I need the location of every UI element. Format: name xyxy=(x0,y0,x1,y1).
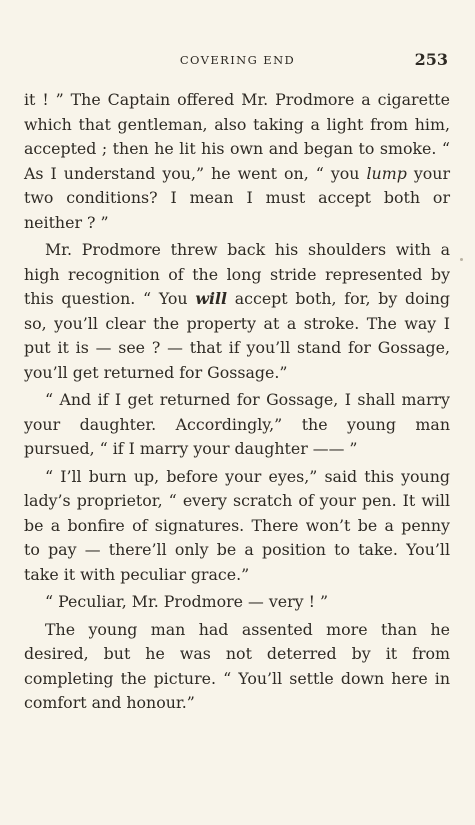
text-run: “ Peculiar, Mr. Prodmore — very ! ” xyxy=(45,592,329,611)
paragraph xyxy=(24,388,450,462)
italic-text-run: lump xyxy=(366,163,407,183)
text-run: The young man had assented more than he desired, but he was not deterred by it from completing the picture. “ You’ll settle down here in comfort and honour.” xyxy=(24,619,450,712)
paragraph xyxy=(24,465,450,588)
italic-text-run: will xyxy=(195,289,227,308)
text-run: your two conditions? I mean I must accept both or neither ? ” xyxy=(24,163,450,232)
paragraph xyxy=(24,238,450,385)
text-run: Mr. Prodmore threw back his shoulders with a high recognition of the long stride represented by this question. “ You xyxy=(24,240,450,308)
body-text xyxy=(24,88,450,719)
running-head xyxy=(0,50,475,70)
text-run: “ I’ll burn up, before your eyes,” said this young lady’s proprietor, “ every scratch of your pen. It will be a bonfire of signatures. There won’t be a penny to pay — there’ll only be a position to take. You’ll take it with peculiar grace.” xyxy=(24,466,450,584)
text-run: it ! ” The Captain offered Mr. Prodmore a cigarette which that gentleman, also taking a light from him, accepted ; then he lit his own and began to smoke. “ As I understand you,” he went on, “ you xyxy=(24,90,450,183)
paragraph xyxy=(24,618,450,716)
page-number: 253 xyxy=(414,50,448,69)
margin-speck xyxy=(460,258,463,261)
paragraph xyxy=(24,590,450,615)
text-run: “ And if I get returned for Gossage, I shall marry your daughter. Accordingly,” the young man pursued, “ if I marry your daughter —— ” xyxy=(24,390,450,458)
text-run: accept both, for, by doing so, you’ll clear the property at a stroke. The way I put it is — see ? — that if you’ll stand for Gossage, you’ll get returned for Gossage.” xyxy=(24,289,451,382)
paragraph xyxy=(24,88,450,235)
running-title: COVERING END xyxy=(179,53,296,67)
